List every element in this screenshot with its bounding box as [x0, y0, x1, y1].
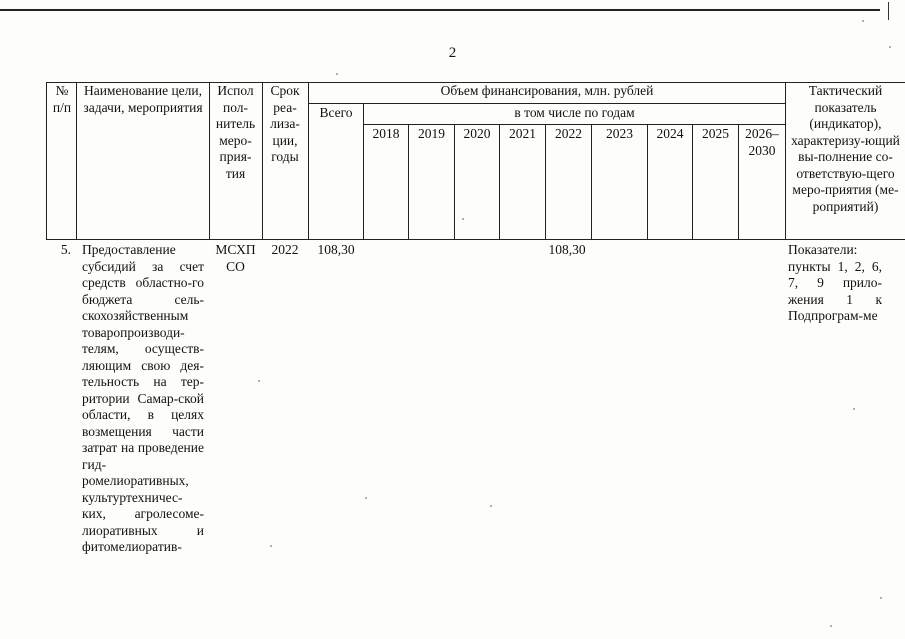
- header-year-2019: 2019: [418, 126, 445, 141]
- corner-mark: [888, 2, 889, 20]
- header-year-2026-2030: 2026–2030: [745, 126, 779, 158]
- header-year-2021: 2021: [509, 126, 536, 141]
- header-year-2024: 2024: [656, 126, 684, 141]
- table-left-border: [46, 82, 47, 239]
- row-num: 5.: [60, 242, 71, 257]
- row-term: 2022: [271, 242, 299, 257]
- row-indicator: Показатели: пункты 1, 2, 6, 7, 9 прило-жения 1 к Подпрограм-ме: [788, 242, 882, 323]
- header-line-years: [363, 124, 785, 125]
- row-name: Предоставление субсидий за счет средств областно-го бюджета сель-скохозяйственным товаропроизводи-телям, осуществ-ляющим свою дея-тельность на тер-ритории Самар-ской области, в целях возмещения части затрат на проведение гид-ромелиоративных, культуртехничес-ких, агролесоме-лиоративных и фитомелиоратив-: [82, 242, 204, 554]
- row-executor: МСХП СО: [215, 242, 256, 274]
- header-name: Наименование цели, задачи, мероприятия: [83, 83, 203, 115]
- header-num: № п/п: [52, 83, 72, 115]
- top-border-line: [0, 9, 880, 11]
- header-by-years: в том числе по годам: [514, 105, 635, 120]
- header-year-2022: 2022: [555, 126, 582, 141]
- header-term: Срок реа-лиза-ции, годы: [270, 83, 300, 164]
- row-total: 108,30: [317, 242, 355, 257]
- header-total: Всего: [319, 105, 353, 120]
- header-indicator: Тактический показатель (индикатор), характеризу-ющий вы-полнение со-ответствую-щего меро-приятия (ме-роприятий): [791, 83, 900, 214]
- row-year-2022: 108,30: [548, 242, 586, 257]
- page-number: 2: [448, 45, 457, 61]
- header-bottom-border: [46, 239, 905, 240]
- header-financing: Объем финансирования, млн. рублей: [440, 83, 654, 98]
- header-line-financing: [308, 103, 785, 104]
- header-year-2018: 2018: [372, 126, 400, 141]
- header-executor: Испол пол-нитель меро-прия-тия: [215, 83, 256, 181]
- header-year-2020: 2020: [463, 126, 491, 141]
- header-year-2023: 2023: [606, 126, 633, 141]
- header-year-2025: 2025: [702, 126, 729, 141]
